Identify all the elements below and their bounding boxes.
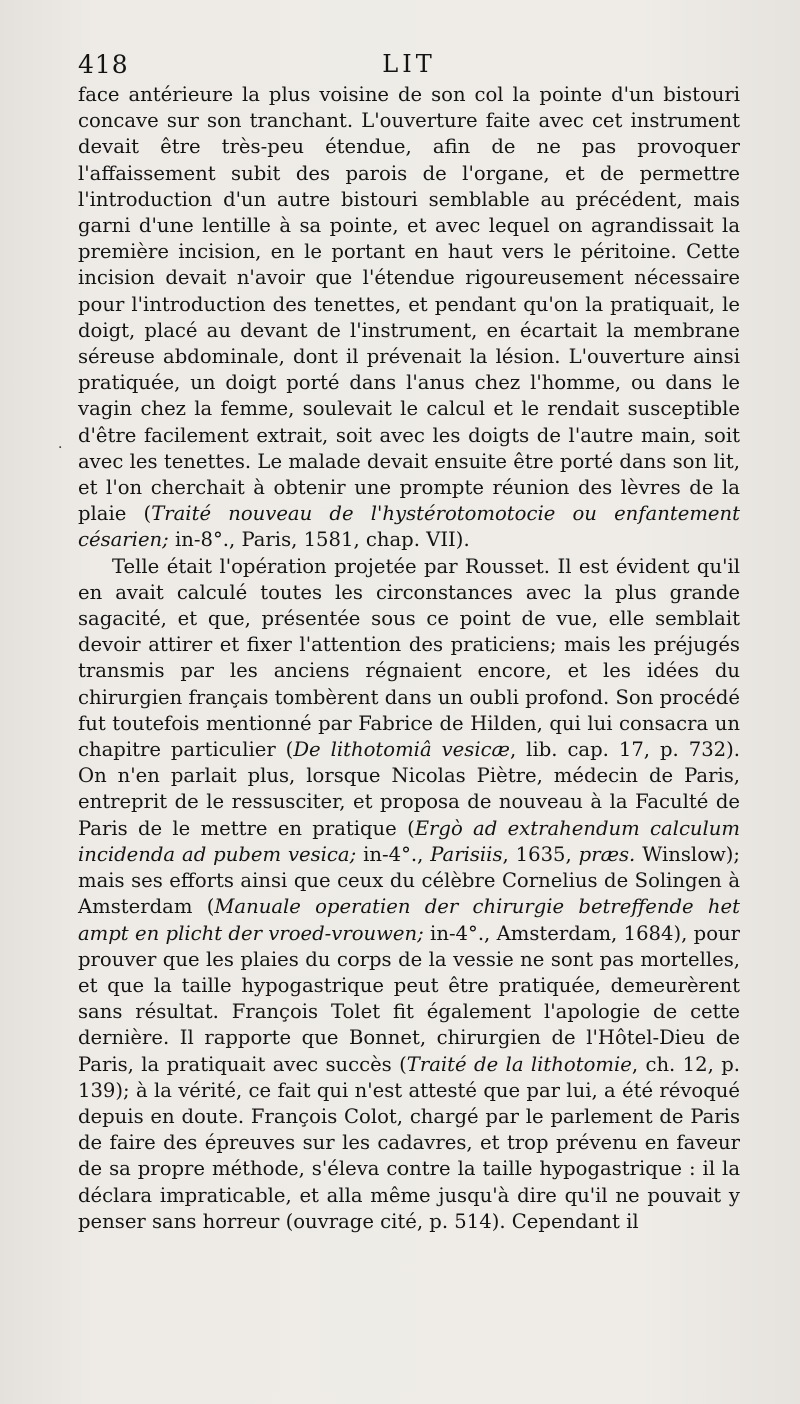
text-run: in-4°., Amsterdam, 1684), pour prouver que les plaies du corps de la vessie ne sont pas mortelles, et que la taille hypogastrique peut être pratiquée, demeurèrent sans résultat. François Tolet fit également l'apologie de cette dernière. Il rapporte que Bonnet, chirurgien de l'Hôtel-Dieu de Paris, la pratiquait avec succès (: [78, 921, 740, 1076]
text-run: face antérieure la plus voisine de son col la pointe d'un bistouri concave sur son tranchant. L'ouverture faite avec cet instrument devait être très-peu étendue, afin de ne pas provoquer l'affaissement subit des parois de l'organe, et de permettre l'introduction d'un autre bistouri semblable au précédent, mais garni d'une lentille à sa pointe, et avec lequel on agrandissait la première incision, en le portant en haut vers le péritoine. Cette incision devait n'avoir que l'étendue rigoureusement nécessaire pour l'introduction des tenettes, et pendant qu'on la pratiquait, le doigt, placé au devant de l'instrument, en écartait la membrane séreuse abdominale, dont il prévenait la lésion. L'ouverture ainsi pratiquée, un doigt porté dans l'anus chez l'homme, ou dans le vagin chez la femme, soulevait le calcul et le rendait susceptible d'être facilement extrait, soit avec les doigts de l'autre main, soit avec les tenettes. Le malade devait ensuite être porté dans son lit, et l'on cherchait à obtenir une prompte réunion des lèvres de la plaie (: [78, 83, 740, 526]
text-run: , ch. 12, p. 139); à la vérité, ce fait qui n'est attesté que par lui, a été révoqué depuis en doute. François Colot, chargé par le parlement de Paris de faire des épreuves sur les cadavres, et trop prévenu en faveur de sa propre méthode, s'éleva contre la taille hypogastrique : il la déclara impraticable, et alla même jusqu'à dire qu'il ne pouvait y penser sans horreur (ouvrage cité, p. 514). Cependant il: [78, 1052, 741, 1233]
paragraph: [78, 82, 740, 554]
page-header: [78, 50, 740, 86]
page-number: 418: [78, 50, 129, 79]
running-head: LIT: [382, 50, 436, 78]
paragraph: [78, 554, 740, 1235]
italic-citation: Ergò ad extrahendum calculum incidenda ad pubem vesica;: [78, 816, 740, 866]
text-run: in-4°.,: [356, 842, 431, 866]
italic-citation: præs.: [578, 842, 636, 866]
text-run: in-8°., Paris, 1581, chap. VII).: [168, 528, 470, 552]
text-run: Winslow); mais ses efforts ainsi que ceux du célèbre Cornelius de Solingen à Amsterdam (: [78, 842, 741, 919]
text-run: , lib. cap. 17, p. 732). On n'en parlait plus, lorsque Nicolas Piètre, médecin de Paris, entreprit de le ressusciter, et proposa de nouveau à la Faculté de Paris de le mettre en pratique (: [78, 738, 740, 840]
text-run: , 1635,: [502, 842, 579, 866]
italic-citation: Traité de la lithotomie: [406, 1052, 632, 1076]
body-text: [78, 82, 740, 1235]
italic-citation: Traité nouveau de l'hystérotomotocie ou enfantement césarien;: [78, 502, 740, 552]
text-run: Telle était l'opération projetée par Rousset. Il est évident qu'il en avait calculé toutes les circonstances avec la plus grande sagacité, et que, présentée sous ce point de vue, elle semblait devoir attirer et fixer l'attention des praticiens; mais les préjugés transmis par les anciens régnaient encore, et les idées du chirurgien français tombèrent dans un oubli profond. Son procédé fut toutefois mentionné par Fabrice de Hilden, qui lui consacra un chapitre particulier (: [78, 554, 740, 762]
margin-mark: ·: [58, 440, 63, 456]
italic-citation: Parisiis: [430, 842, 503, 866]
italic-citation: De lithotomiâ vesicæ: [293, 738, 510, 762]
italic-citation: Manuale operatien der chirurgie betreffende het ampt en plicht der vroed-vrouwen;: [78, 895, 740, 945]
